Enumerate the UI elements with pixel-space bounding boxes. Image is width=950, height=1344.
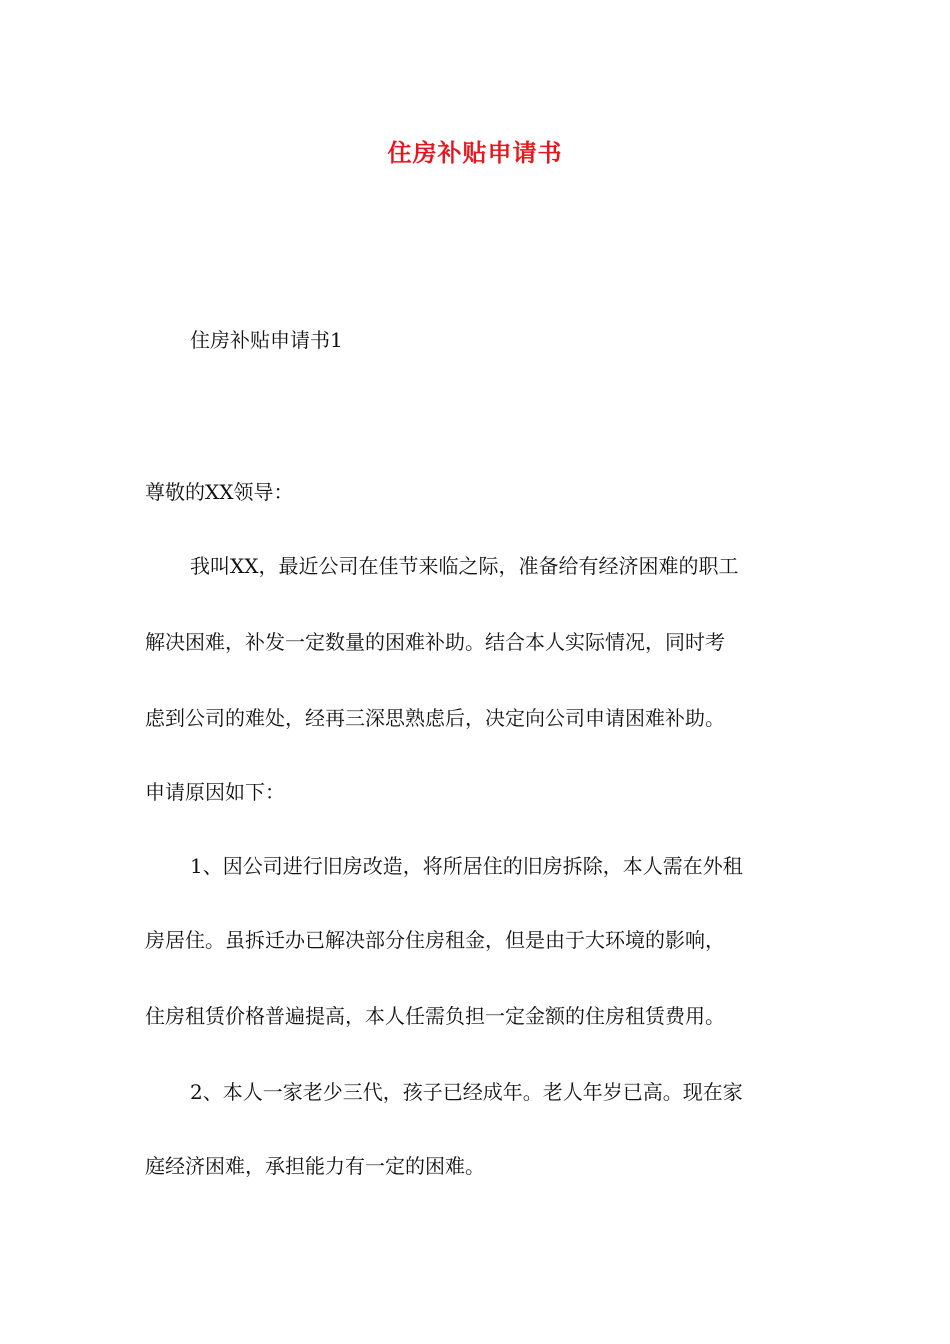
section-subtitle: 住房补贴申请书1 [190,328,343,352]
paragraph-line-5: 1、因公司进行旧房改造，将所居住的旧房拆除，本人需在外租 [190,854,743,878]
paragraph-line-8: 2、本人一家老少三代，孩子已经成年。老人年岁已高。现在家 [190,1080,743,1104]
salutation: 尊敬的XX领导： [145,480,294,504]
paragraph-line-6: 房居住。虽拆迁办已解决部分住房租金，但是由于大环境的影响， [145,928,725,952]
paragraph-line-4: 申请原因如下： [145,780,285,804]
paragraph-line-3: 虑到公司的难处，经再三深思熟虑后，决定向公司申请困难补助。 [145,706,725,730]
paragraph-line-7: 住房租赁价格普遍提高，本人任需负担一定金额的住房租赁费用。 [145,1004,725,1028]
document-title: 住房补贴申请书 [387,139,563,167]
paragraph-line-9: 庭经济困难，承担能力有一定的困难。 [145,1154,485,1178]
paragraph-line-2: 解决困难，补发一定数量的困难补助。结合本人实际情况，同时考 [145,630,725,654]
paragraph-line-1: 我叫XX，最近公司在佳节来临之际，准备给有经济困难的职工 [190,554,739,578]
